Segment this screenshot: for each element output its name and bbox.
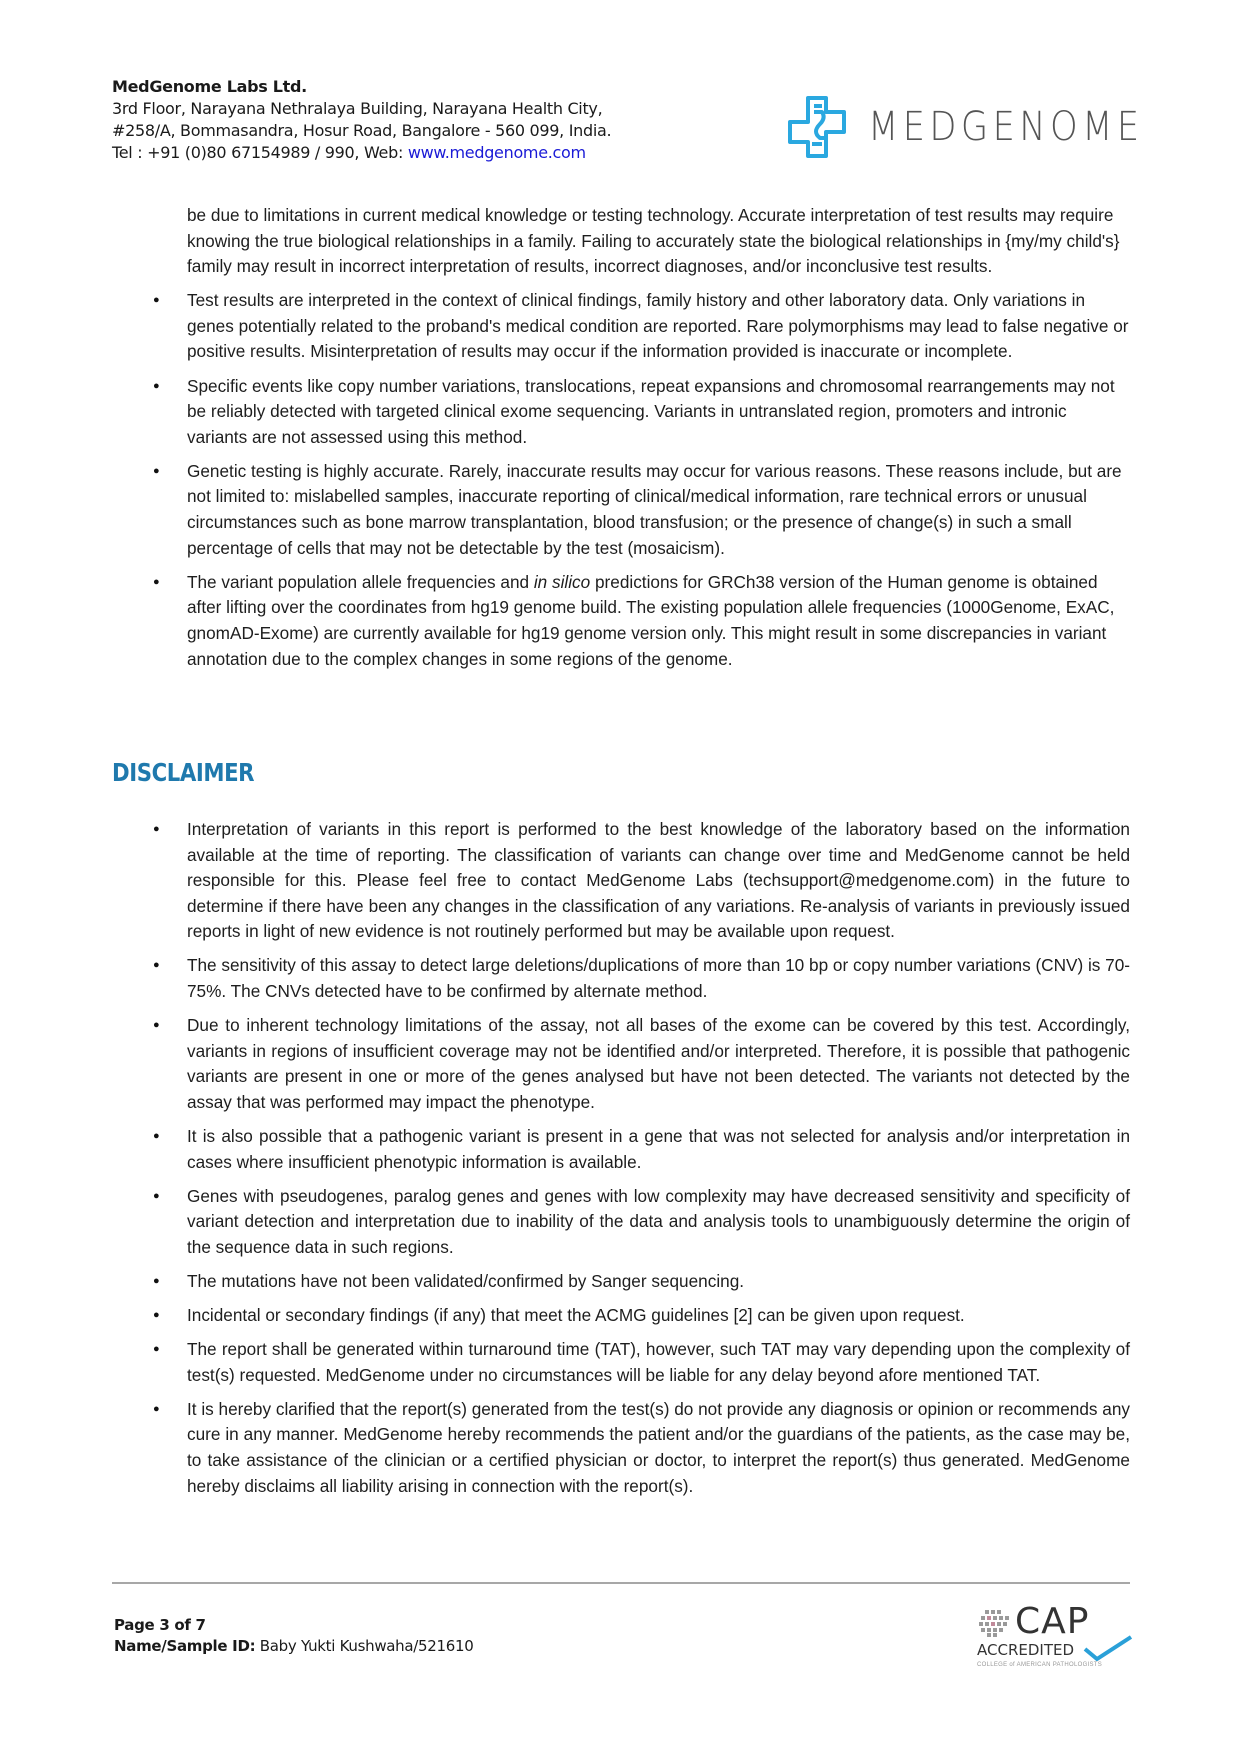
cap-accreditation-logo	[975, 1601, 1135, 1669]
footer-divider	[112, 1582, 1130, 1584]
logo-wordmark: MEDGENOME	[868, 104, 1144, 150]
tel-text: Tel : +91 (0)80 67154989 / 990, Web:	[112, 143, 408, 162]
medgenome-logo	[784, 92, 1181, 162]
list-item: ● Genes with pseudogenes, paralog genes and genes with low complexity may have decreased sensitivity and specificity of variant detection and interpretation due to inability of the data and analysis tools to unambiguously determine the origin of the sequence data in such regions.	[150, 1184, 1130, 1261]
sample-id-value: Baby Yukti Kushwaha/521610	[255, 1637, 474, 1655]
cap-accredited: ACCREDITED	[977, 1641, 1075, 1659]
italic-term: in silico	[533, 571, 591, 592]
cap-globe-icon	[977, 1608, 1011, 1638]
limitations-list	[150, 288, 1130, 672]
dna-cross-icon	[784, 94, 854, 160]
list-item: ● Incidental or secondary findings (if any) that meet the ACMG guidelines [2] can be given upon request.	[150, 1303, 1130, 1329]
list-item: ● Test results are interpreted in the context of clinical findings, family history and other laboratory data. Only variations in genes potentially related to the proband's medical condition are reported. Rare polymorphisms may lead to false negative or positive results. Misinterpretation of results may occur if the information provided is inaccurate or incomplete.	[150, 288, 1130, 365]
checkmark-icon	[1083, 1635, 1133, 1661]
list-item: ● It is also possible that a pathogenic variant is present in a gene that was not selected for analysis and/or interpretation in cases where insufficient phenotypic information is available.	[150, 1124, 1130, 1175]
disclaimer-heading: DISCLAIMER	[112, 758, 255, 787]
website-link[interactable]: www.medgenome.com	[407, 143, 586, 162]
list-item: ● The report shall be generated within turnaround time (TAT), however, such TAT may vary depending upon the complexity of test(s) requested. MedGenome under no circumstances will be liable for any delay beyond afore mentioned TAT.	[150, 1337, 1130, 1388]
list-item: ● Interpretation of variants in this report is performed to the best knowledge of the laboratory based on the information available at the time of reporting. The classification of variants can change over time and MedGenome cannot be held responsible for this. Please feel free to contact MedGenome Labs (techsupport@medgenome.com) in the future to determine if there have been any changes in the classification of any variations. Re-analysis of variants in previously issued reports in light of new evidence is not routinely performed but may be available upon request.	[150, 817, 1130, 945]
sample-id-label: Name/Sample ID:	[114, 1637, 256, 1655]
list-item: ● The sensitivity of this assay to detect large deletions/duplications of more than 10 bp or copy number variations (CNV) is 70-75%. The CNVs detected have to be confirmed by alternate method.	[150, 953, 1130, 1004]
disclaimer-list	[150, 817, 1130, 1499]
list-item: ● Due to inherent technology limitations of the assay, not all bases of the exome can be covered by this test. Accordingly, variants in regions of insufficient coverage may not be identified and/or interpreted. Therefore, it is possible that pathogenic variants are present in one or more of the genes analysed but have not been detected. The variants not detected by the assay that was performed may impact the phenotype.	[150, 1013, 1130, 1115]
page-footer	[114, 1615, 474, 1657]
company-name: MedGenome Labs Ltd.	[112, 77, 307, 96]
address-line-1: 3rd Floor, Narayana Nethralaya Building, Narayana Health City,	[112, 99, 603, 118]
list-item: ● Genetic testing is highly accurate. Rarely, inaccurate results may occur for various reasons. These reasons include, but are not limited to: mislabelled samples, inaccurate reporting of clinical/medical information, rare technical errors or unusual circumstances such as bone marrow transplantation, blood transfusion; or the presence of change(s) in such a small percentage of cells that may not be detectable by the test (mosaicism).	[150, 459, 1130, 561]
list-item: ● Specific events like copy number variations, translocations, repeat expansions and chromosomal rearrangements may not be reliably detected with targeted clinical exome sequencing. Variants in untranslated region, promoters and intronic variants are not assessed using this method.	[150, 374, 1130, 451]
text-segment: The variant population allele frequencies and	[187, 571, 534, 592]
disclaimer-section	[150, 817, 1130, 1499]
continuation-paragraph: be due to limitations in current medical knowledge or testing technology. Accurate interpretation of test results may require knowing the true biological relationships in a family. Failing to accurately state the biological relationships in {my/my child's} family may result in incorrect interpretation of results, incorrect diagnoses, and/or inconclusive test results.	[187, 205, 1120, 277]
list-item: ● The mutations have not been validated/confirmed by Sanger sequencing.	[150, 1269, 1130, 1295]
address-line-2: #258/A, Bommasandra, Hosur Road, Bangalore - 560 099, India.	[112, 121, 612, 140]
limitations-section	[150, 203, 1130, 672]
text-segment: predictions for GRCh38 version of the Human genome is obtained after lifting over the coordinates from hg19 genome build. The existing population allele frequencies (1000Genome, ExAC, gnomAD-Exome) are currently available for hg19 genome version only. This might result in some discrepancies in variant annotation due to the complex changes in some regions of the genome.	[187, 571, 1115, 669]
cap-college: COLLEGE of AMERICAN PATHOLOGISTS	[977, 1662, 1103, 1668]
cap-title: CAP	[1015, 1601, 1090, 1642]
letterhead-address	[112, 76, 672, 164]
contact-line	[112, 142, 672, 164]
list-item	[150, 570, 1130, 672]
list-item: ● It is hereby clarified that the report(s) generated from the test(s) do not provide any diagnosis or opinion or recommends any cure in any manner. MedGenome hereby recommends the patient and/or the guardians of the patients, as the case may be, to take assistance of the clinician or a certified physician or doctor, to interpret the report(s) thus generated. MedGenome hereby disclaims all liability arising in connection with the report(s).	[150, 1397, 1130, 1499]
page-number: Page 3 of 7	[114, 1616, 206, 1634]
